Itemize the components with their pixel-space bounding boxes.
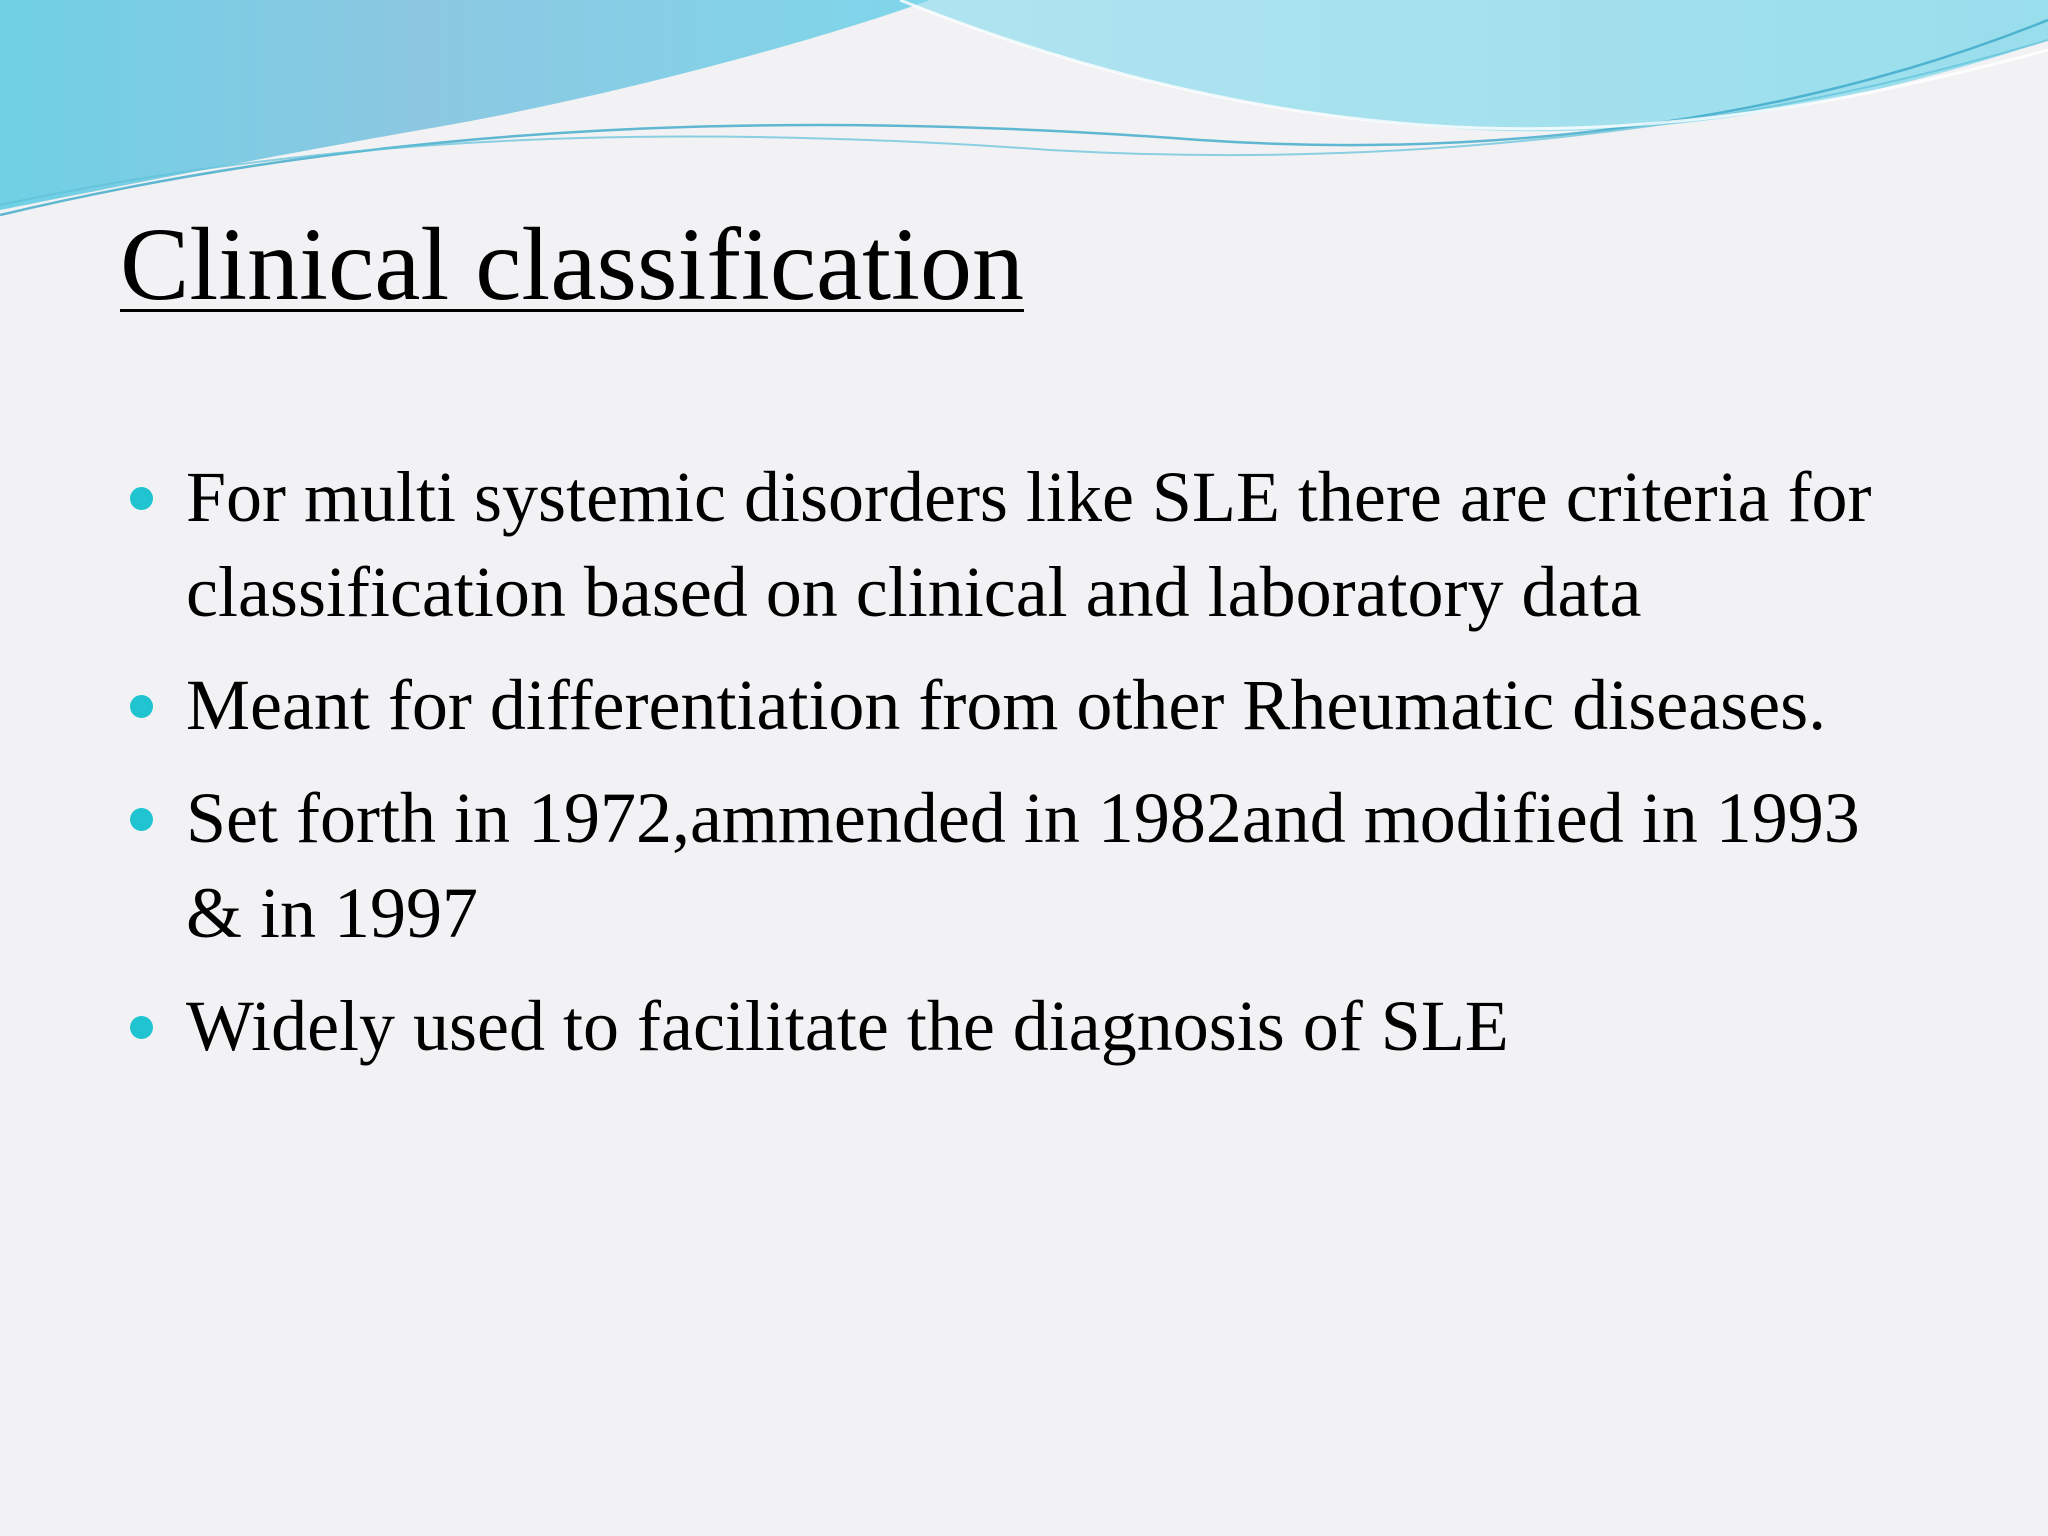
circle-bullet-icon bbox=[130, 1016, 153, 1039]
bullet-item bbox=[130, 979, 1930, 1074]
bullet-text: Widely used to facilitate the diagnosis of SLE bbox=[186, 986, 1509, 1066]
bullet-text: Set forth in 1972,ammended in 1982and modified in 1993 & in 1997 bbox=[186, 778, 1860, 953]
bullet-list bbox=[130, 450, 1930, 1092]
slide-title: Clinical classification bbox=[120, 207, 1024, 322]
bullet-item bbox=[130, 658, 1930, 753]
bullet-item bbox=[130, 450, 1930, 640]
bullet-item bbox=[130, 771, 1930, 961]
circle-bullet-icon bbox=[130, 487, 153, 510]
header-wave-decoration bbox=[0, 0, 2048, 240]
circle-bullet-icon bbox=[130, 808, 153, 831]
circle-bullet-icon bbox=[130, 695, 153, 718]
bullet-text: Meant for differentiation from other Rheumatic diseases. bbox=[186, 665, 1827, 745]
bullet-text: For multi systemic disorders like SLE there are criteria for classification based on clinical and laboratory data bbox=[186, 457, 1872, 632]
